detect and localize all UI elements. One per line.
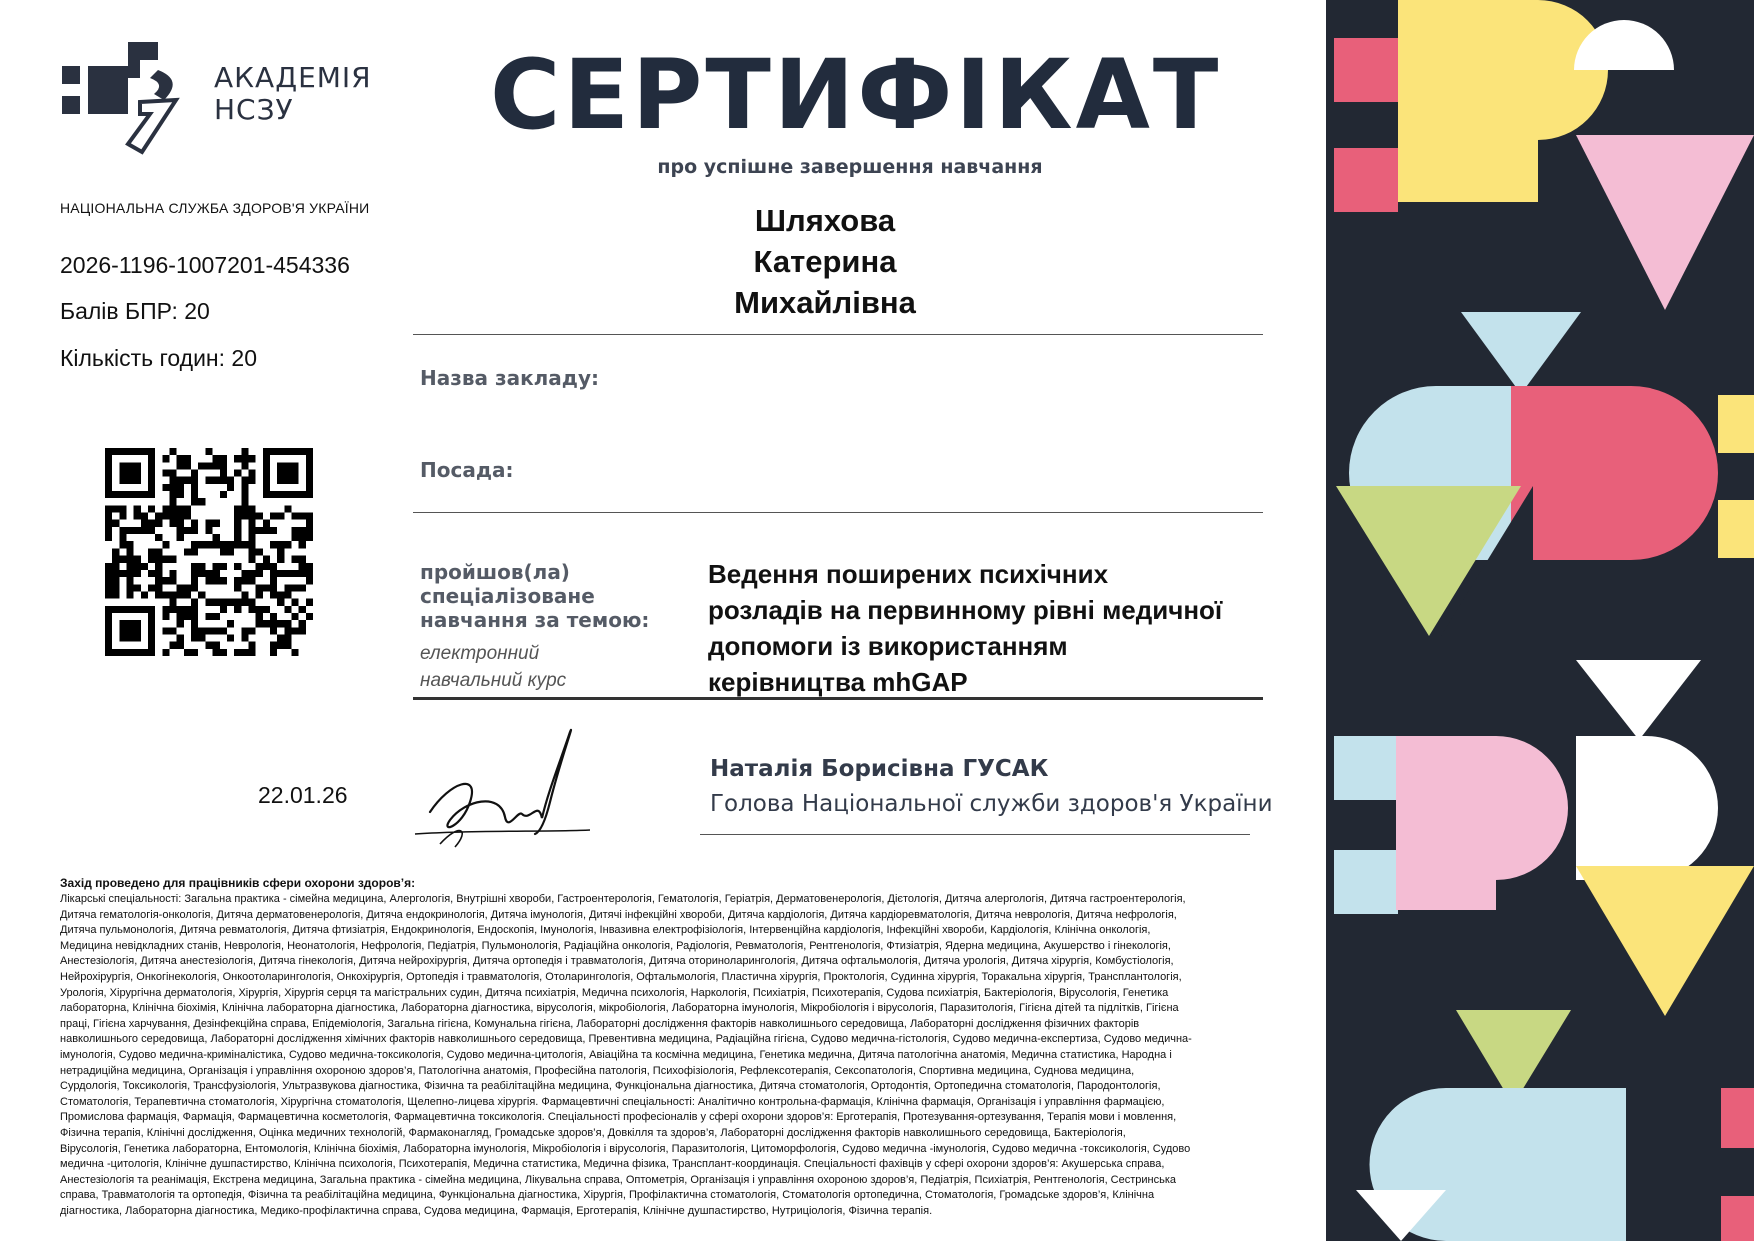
signer-role: Голова Національної служби здоров'я України: [710, 791, 1273, 817]
cpd-points: Балів БПР: 20: [60, 298, 210, 324]
eligibility-line: лабораторна, Клінічна біохімія, Клінічна лабораторна діагностика, Лабораторна діагностика, вірусологія, мікробіологія, Лабораторна імунологія, Мікробіологія і вірусологія, Паразитологія, Гігієна дітей та підлітків, Гігієна: [60, 1002, 1179, 1015]
eligibility-line: Промислова фармація, Фармація, Фармацевтична косметологія, Фармацевтична токсикологія. Спеціальності професіоналів у сфері охорони здоров’я: Ерготерапія, Протезування-ортезування, Терапія мови і мовлення,: [60, 1111, 1177, 1124]
logo-text: [214, 62, 372, 126]
course-title: [708, 556, 1308, 700]
decorative-geometric-panel: [1326, 0, 1754, 1241]
course-label: [420, 560, 649, 632]
certificate-title: СЕРТИФІКАТ: [490, 39, 1222, 151]
eligibility-line: Нейрохірургія, Онкогінекологія, Онкоотоларингологія, Онкохірургія, Ортопедія і травматологія, Отоларингологія, Офтальмологія, Пластична хірургія, Проктологія, Судинна хірургія, Торакальна хірургія, Трансплантологія,: [60, 970, 1182, 983]
divider: [700, 834, 1250, 835]
eligibility-heading: Захід проведено для працівників сфери охорони здоров’я:: [60, 876, 416, 890]
eligibility-line: Анестезіологія, Дитяча анестезіологія, Дитяча гінекологія, Дитяча нейрохірургія, Дитяча ортопедія і травматологія, Дитяча оториноларингологія, Дитяча офтальмологія, Дитяча урологія, Дитяча хірургія, Комбустіологія,: [60, 955, 1174, 968]
eligibility-line: Лікарські спеціальності: Загальна практика - сімейна медицина, Алергологія, Внутрішні хвороби, Гастроентерологія, Гематологія, Геріатрія, Дерматовенерологія, Дієтологія, Дитяча алергологія, Дитяча гастроентерологія,: [60, 893, 1186, 905]
divider: [413, 512, 1263, 513]
eligibility-line: діагностика, Лабораторна діагностика, Медико-профілактична справа, Судова медицина, Фармація, Ерготерапія, Клінічне душпастирство, Нутриціологія, Фізична терапія.: [60, 1204, 933, 1217]
signature-image: [410, 722, 630, 852]
course-title-line: розладів на первинному рівні медичної: [708, 595, 1223, 625]
divider: [413, 697, 1263, 700]
eligibility-line: Урологія, Хірургічна дерматологія, Хірургія, Хірургія серця та магістральних судин, Дитяча психіатрія, Медична психологія, Наркологія, Психіатрія, Психотерапія, Судова психіатрія, Бактеріологія, Вірусологія, Генетика: [60, 986, 1169, 999]
eligibility-line: Медицина невідкладних станів, Неврологія, Неонатологія, Нефрологія, Педіатрія, Пульмонологія, Радіаційна онкологія, Радіологія, Ревматологія, Рентгенологія, Фтизіатрія, Ядерна медицина, Акушерство і гінекологія,: [60, 939, 1171, 952]
eligibility-list: [60, 892, 1310, 1219]
recipient-name: [640, 200, 1010, 323]
course-label-line: пройшов(ла): [420, 560, 570, 584]
eligibility-line: Анестезіологія та реанімація, Екстрена медицина, Загальна практика - сімейна медицина, Лікувальна справа, Оптометрія, Організація і управління охороною здоров’я, Педіатрія, Психіатрія, Рентгенологія, Сестринська: [60, 1173, 1177, 1186]
eligibility-line: нетрадиційна медицина, Організація і управління охороною здоров’я, Патологічна анатомія, Професійна патологія, Психофізіологія, Рефлексотерапія, Сексопатологія, Спортивна медицина, Суднова медицина,: [60, 1064, 1135, 1077]
course-label-line: спеціалізоване: [420, 584, 595, 608]
eligibility-line: медична -цитологія, Клінічне душпастирство, Клінічна психологія, Психотерапія, Медична статистика, Медична фізика, Трансплант-координація. Спеціальності фахівців у сфері охорони здоров’я: Акушерська справа,: [60, 1158, 1165, 1171]
certificate-subtitle: про успішне завершення навчання: [657, 156, 1043, 178]
course-type-line: навчальний курс: [420, 670, 567, 691]
eligibility-line: Вірусологія, Генетика лабораторна, Ентомологія, Клінічна біохімія, Лабораторна імунологія, Мікробіологія і вірусологія, Паразитологія, Цитоморфологія, Судово медична -імунологія, Судово медична -токсикологія, Судово: [60, 1142, 1191, 1155]
eligibility-line: Дитяча гематологія-онкологія, Дитяча дерматовенерологія, Дитяча ендокринологія, Дитяча імунологія, Дитячі інфекційні хвороби, Дитяча кардіологія, Дитяча кардіоревматологія, Дитяча неврологія, Дитяча нефрологія,: [60, 908, 1177, 921]
recipient-patronymic: Михайлівна: [734, 285, 916, 320]
eligibility-line: навколишнього середовища, Лабораторні дослідження хімічних факторів навколишнього середовища, Превентивна медицина, Радіаційна гігієна, Судово медична-гістологія, Судово медична-експертиза, Судово медична-: [60, 1033, 1192, 1046]
signer-name: Наталія Борисівна ГУСАК: [710, 756, 1049, 782]
position-label: Посада:: [420, 458, 514, 482]
course-title-line: допомоги із використанням: [708, 631, 1068, 661]
eligibility-line: Фізична терапія, Клінічні дослідження, Оцінка медичних технологій, Фармаконагляд, Громадське здоров’я, Довкілля та здоров’я, Лабораторні дослідження факторів навколишнього середовища, Бактеріологія,: [60, 1126, 1126, 1139]
issue-date: 22.01.26: [258, 782, 348, 808]
course-label-line: навчання за темою:: [420, 608, 650, 632]
organization-name: НАЦІОНАЛЬНА СЛУЖБА ЗДОРОВ'Я УКРАЇНИ: [60, 200, 370, 216]
eligibility-line: Дитяча пульмонологія, Дитяча ревматологія, Дитяча фтизіатрія, Ендокринологія, Ендоскопія, Імунологія, Інвазивна електрофізіологія, Інтервенційна кардіологія, Інфекційні хвороби, Кардіологія, Клінічна онкологія,: [60, 924, 1151, 937]
logo-text-line-2: НСЗУ: [214, 93, 294, 126]
eligibility-line: Сурдологія, Токсикологія, Трансфузіологія, Ультразвукова діагностика, Фізична та реабілітаційна медицина, Функціональна діагностика, Дитяча стоматологія, Ортодонтія, Ортопедична стоматологія, Пародонтологія,: [60, 1080, 1161, 1093]
certificate-code: 2026-1196-1007201-454336: [60, 252, 350, 278]
hours-count: Кількість годин: 20: [60, 345, 257, 371]
eligibility-line: праці, Гігієна харчування, Дезінфекційна справа, Епідеміологія, Загальна гігієна, Комунальна гігієна, Лабораторні дослідження факторів навколишнього середовища, Лабораторні дослідження фізичних факторів: [60, 1017, 1140, 1030]
eligibility-line: імунологія, Судово медична-криміналістика, Судово медична-токсикологія, Судово медична-цитологія, Авіаційна та космічна медицина, Генетика медична, Дитяча патологічна анатомія, Медична статистика, Народна і: [60, 1048, 1172, 1061]
course-title-line: Ведення поширених психічних: [708, 559, 1109, 589]
recipient-surname: Шляхова: [754, 203, 896, 238]
course-type-line: електронний: [420, 643, 540, 664]
course-title-line: керівництва mhGAP: [708, 667, 968, 697]
eligibility-line: Стоматологія, Терапевтична стоматологія, Хірургічна стоматологія, Щелепно-лицева хірургія. Фармацевтичні спеціальності: Аналітично контрольна-фармація, Клінічна фармація, Організація і управління фармацією,: [60, 1095, 1165, 1108]
course-type: [420, 640, 566, 694]
logo-text-line-1: АКАДЕМІЯ: [214, 61, 372, 94]
institution-label: Назва закладу:: [420, 366, 599, 390]
eligibility-line: справа, Травматологія та ортопедія, Фізична та реабілітаційна медицина, Функціональна діагностика, Хірургія, Профілактична стоматологія, Стоматологія ортопедична, Стоматологія, Громадське здоров’я, Клінічна: [60, 1189, 1155, 1202]
qr-code[interactable]: [105, 448, 313, 656]
divider: [413, 334, 1263, 335]
recipient-first-name: Катерина: [753, 244, 897, 279]
